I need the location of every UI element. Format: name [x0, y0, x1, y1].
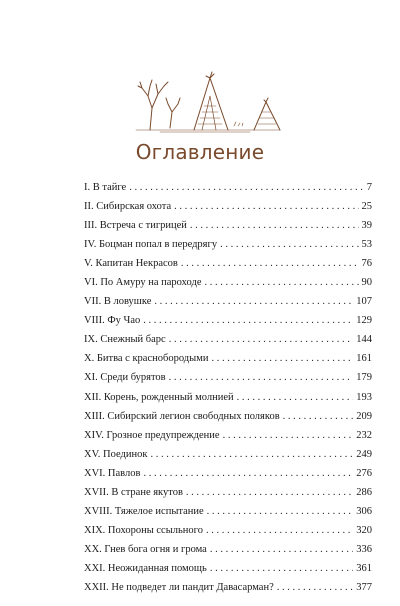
toc-leader-dots: [154, 292, 353, 311]
toc-entry[interactable]: [84, 540, 372, 559]
toc-leader-dots: [210, 559, 353, 578]
toc-entry[interactable]: [84, 502, 372, 521]
tundra-vignette-illustration: [130, 68, 290, 138]
toc-entry[interactable]: [84, 368, 372, 387]
toc-entry-page: 276: [356, 467, 372, 479]
toc-entry[interactable]: [84, 578, 372, 597]
toc-entry-title: VIII. Фу Чао: [84, 315, 141, 327]
toc-entry-page: 53: [361, 239, 372, 251]
toc-entry-title: XV. Поединок: [84, 448, 148, 460]
toc-leader-dots: [204, 273, 358, 292]
toc-entry-title: XI. Среди бурятов: [84, 372, 166, 384]
toc-entry-page: 249: [356, 448, 372, 460]
toc-entry[interactable]: [84, 426, 372, 445]
toc-entry-title: V. Капитан Некрасов: [84, 258, 178, 270]
toc-entry-page: 336: [356, 543, 372, 555]
toc-leader-dots: [174, 197, 358, 216]
toc-entry-page: 90: [361, 277, 372, 289]
toc-entry-title: VI. По Амуру на пароходе: [84, 277, 202, 289]
toc-leader-dots: [277, 578, 354, 597]
toc-entry[interactable]: [84, 330, 372, 349]
toc-entry[interactable]: [84, 178, 372, 197]
toc-entry[interactable]: [84, 483, 372, 502]
toc-leader-dots: [169, 330, 354, 349]
toc-entry[interactable]: [84, 197, 372, 216]
toc-entry[interactable]: [84, 559, 372, 578]
toc-entry[interactable]: [84, 292, 372, 311]
toc-leader-dots: [220, 235, 358, 254]
toc-entry-title: I. В тайге: [84, 182, 127, 193]
toc-entry[interactable]: [84, 235, 372, 254]
toc-entry-title: XII. Корень, рожденный молнией: [84, 391, 234, 403]
toc-entry-title: II. Сибирская охота: [84, 201, 172, 213]
toc-entry[interactable]: [84, 464, 372, 483]
toc-entry[interactable]: [84, 254, 372, 273]
toc-entry-title: XVI. Павлов: [84, 467, 141, 479]
toc-entry-title: XXI. Неожиданная помощь: [84, 562, 207, 574]
toc-entry-title: XIV. Грозное предупреждение: [84, 429, 220, 441]
toc-leader-dots: [237, 388, 354, 407]
toc-entry-title: III. Встреча с тигрицей: [84, 220, 187, 232]
toc-leader-dots: [206, 521, 353, 540]
toc-entry-page: 286: [356, 486, 372, 498]
toc-entry[interactable]: [84, 311, 372, 330]
toc-entry-page: 209: [356, 410, 372, 422]
toc-entry[interactable]: [84, 521, 372, 540]
toc-entry[interactable]: [84, 445, 372, 464]
toc-entry-title: IX. Снежный барс: [84, 334, 166, 346]
toc-entry[interactable]: [84, 273, 372, 292]
toc-leader-dots: [210, 540, 353, 559]
toc-entry-page: 161: [356, 353, 372, 365]
toc-entry[interactable]: [84, 407, 372, 426]
toc-entry-page: 107: [356, 296, 372, 308]
toc-entry-page: 76: [361, 258, 372, 270]
toc-entry[interactable]: [84, 388, 372, 407]
toc-entry-page: 193: [356, 391, 372, 403]
toc-entry-title: XIX. Похороны ссыльного: [84, 524, 203, 536]
toc-entry-title: XVII. В стране якутов: [84, 486, 183, 498]
toc-entry-page: 129: [356, 315, 372, 327]
toc-leader-dots: [186, 483, 353, 502]
toc-entry-page: 25: [361, 201, 372, 213]
toc-entry-title: XVIII. Тяжелое испытание: [84, 505, 204, 517]
toc-entry-title: IV. Боцман попал в передрягу: [84, 239, 218, 251]
toc-entry-page: 377: [356, 581, 372, 593]
toc-entry-page: 306: [356, 505, 372, 517]
table-of-contents: [84, 178, 372, 597]
toc-leader-dots: [223, 426, 354, 445]
toc-leader-dots: [150, 445, 353, 464]
toc-entry-page: 144: [356, 334, 372, 346]
toc-leader-dots: [283, 407, 354, 426]
toc-entry-title: XIII. Сибирский легион свободных поляков: [84, 410, 280, 422]
toc-leader-dots: [181, 254, 359, 273]
toc-leader-dots: [169, 368, 354, 387]
toc-entry-title: X. Битва с краснобородыми: [84, 353, 209, 365]
toc-leader-dots: [129, 178, 364, 197]
toc-entry-title: VII. В ловушке: [84, 296, 152, 308]
toc-entry[interactable]: [84, 216, 372, 235]
toc-leader-dots: [143, 464, 353, 483]
page-title: Оглавление: [135, 140, 265, 164]
toc-entry-page: 179: [356, 372, 372, 384]
toc-entry-title: XXII. Не подведет ли пандит Давасарман?: [84, 581, 274, 593]
toc-entry-page: 320: [356, 524, 372, 536]
toc-leader-dots: [211, 349, 353, 368]
toc-entry[interactable]: [84, 349, 372, 368]
toc-entry-page: 7: [366, 182, 372, 193]
toc-leader-dots: [207, 502, 354, 521]
toc-entry-page: 232: [356, 429, 372, 441]
toc-leader-dots: [190, 216, 359, 235]
toc-entry-title: XX. Гнев бога огня и грома: [84, 543, 207, 555]
toc-entry-page: 39: [361, 220, 372, 232]
toc-leader-dots: [143, 311, 353, 330]
toc-entry-page: 361: [356, 562, 372, 574]
